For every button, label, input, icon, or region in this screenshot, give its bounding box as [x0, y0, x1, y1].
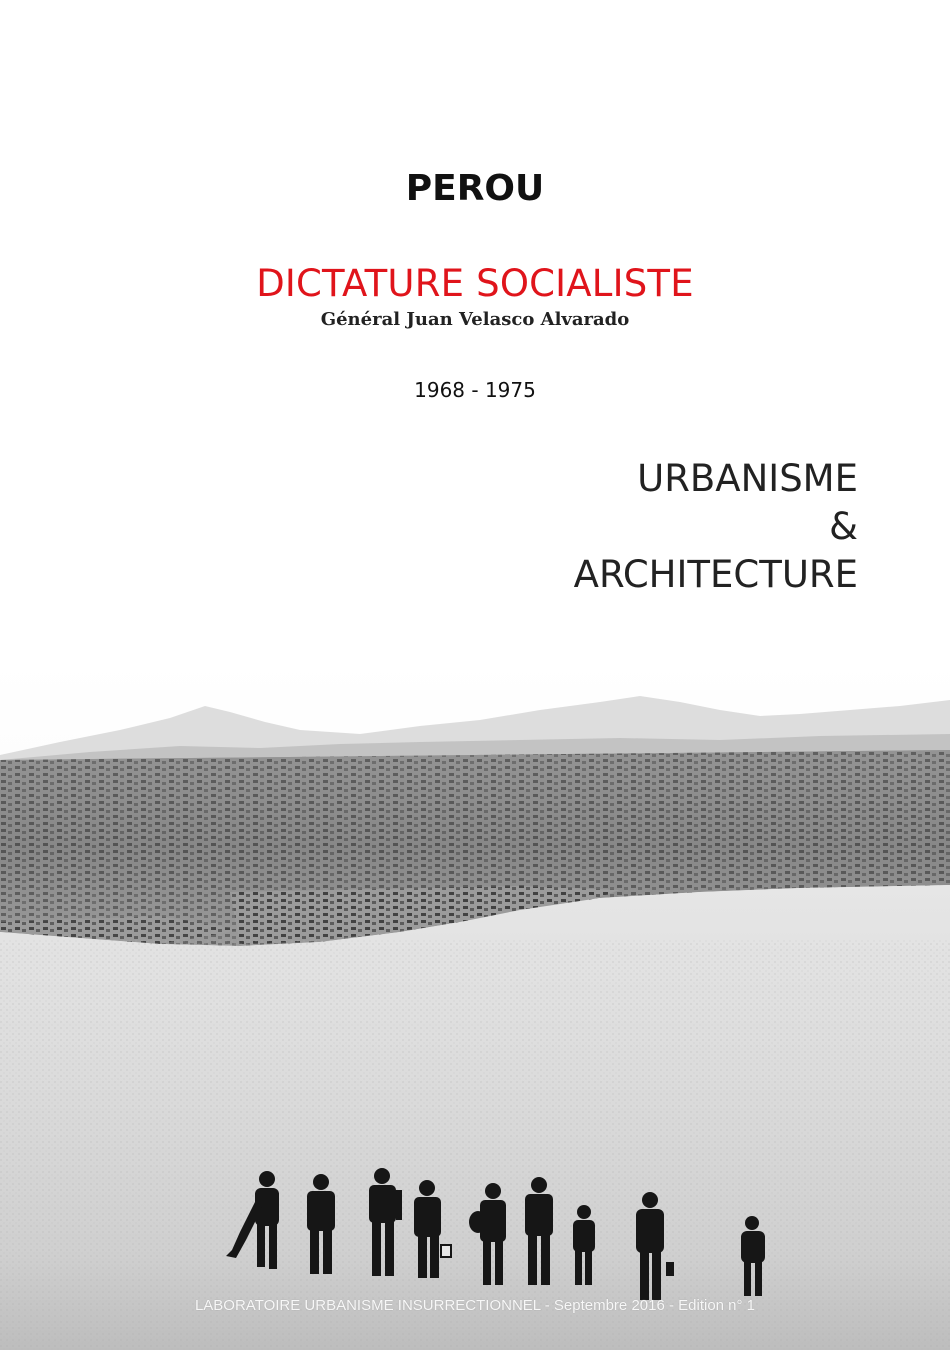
footer-credit: LABORATOIRE URBANISME INSURRECTIONNEL - Septembre 2016 - Edition n° 1: [194, 1297, 756, 1314]
period-dates: 1968 - 1975: [414, 378, 536, 402]
country-title: PEROU: [405, 168, 545, 209]
theme-line-urbanisme: URBANISME: [637, 457, 858, 500]
leader-subtitle: Général Juan Velasco Alvarado: [320, 309, 630, 330]
regime-title: DICTATURE SOCIALISTE: [256, 262, 694, 305]
theme-block: [574, 455, 858, 599]
theme-line-architecture: ARCHITECTURE: [573, 553, 858, 596]
theme-line-ampersand: &: [829, 505, 858, 548]
cover-photo: [0, 660, 950, 1350]
